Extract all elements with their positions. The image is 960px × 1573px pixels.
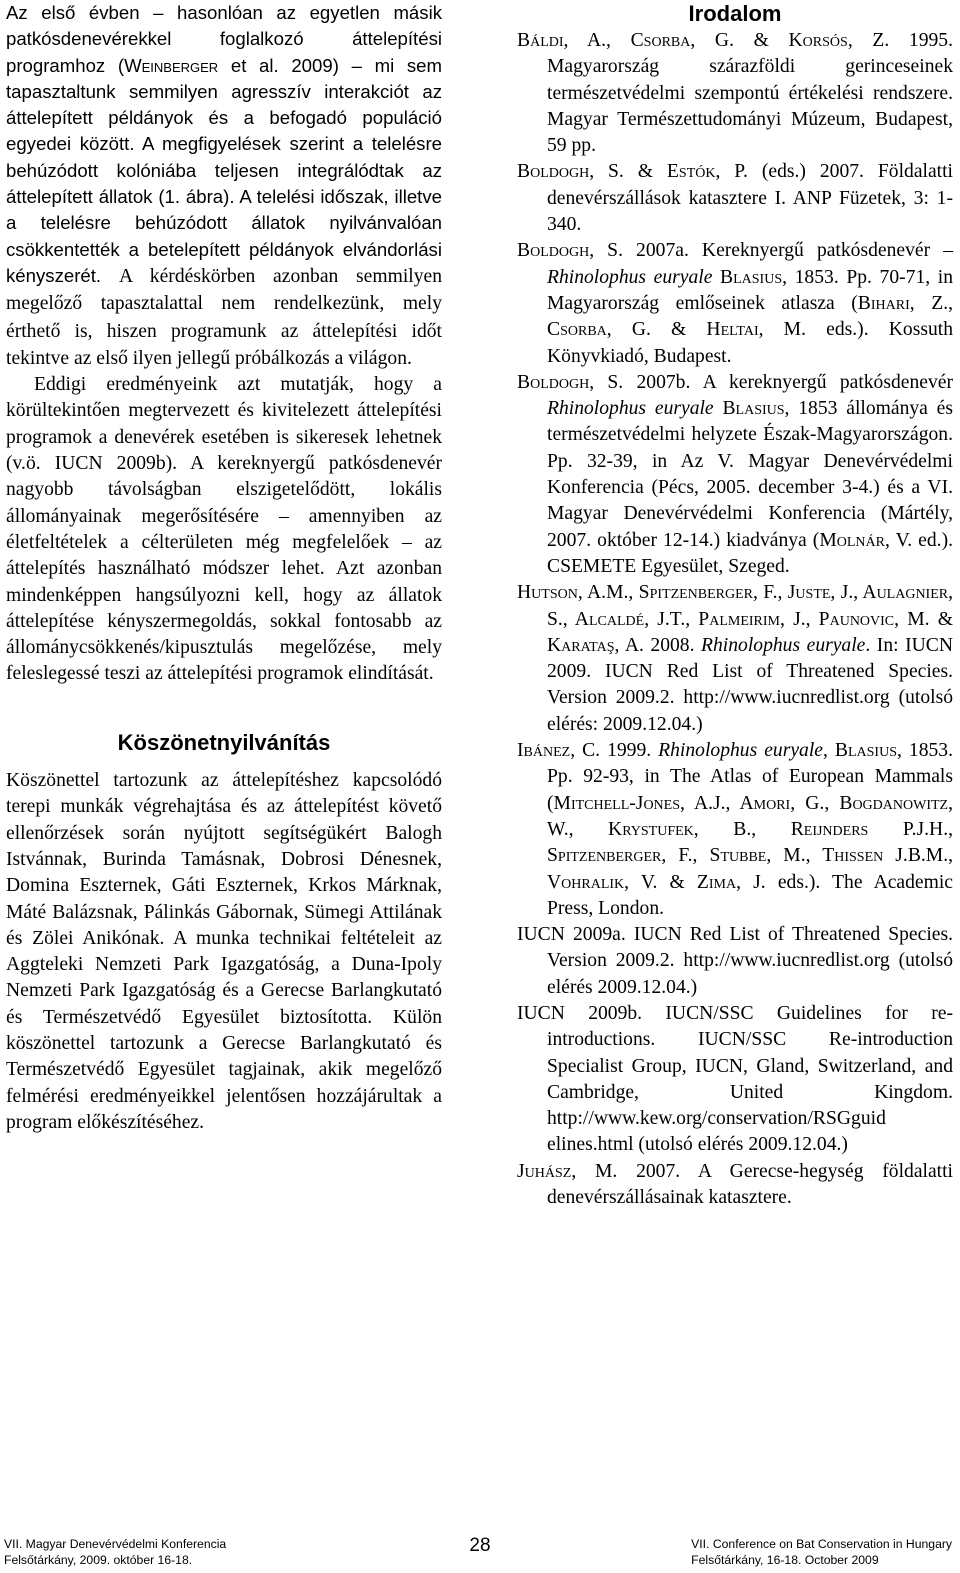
author-name: einberger [141, 54, 219, 76]
references-heading: Irodalom [688, 1, 782, 26]
text-run: A kérdéskörben azonban semmilyen megelőző tapasztalattal nem rendelkezünk, mely érthető is, hiszen programunk az áttelepítési időt tekintve az első ilyen jellegű próbálkozás a világon. [6, 265, 442, 369]
left-column [6, 0, 442, 1136]
paragraph-2: Eddigi eredményeink azt mutatják, hogy a körültekintően megtervezett és kivitelezett áttelepítési programok a denevérek esetében is sikeresek lehetnek (v.ö. IUCN 2009b). A kereknyergű patkósdenevér nagyobb távolságban elszigetelődött, lokális állományainak megerősítésére – amennyiben az életfeltételek a célterületen még megfelelőek – az áttelepítés használható módszer lehet. Azt azonban mindenképpen hangsúlyozni kell, hogy az állatok áttelepítése kényszermegoldás, sokkal fontosabb az állománycsökkenés/kipusztulás megelőzése, mely feleslegessé teszi az áttelepítési programok elindítását. [6, 374, 442, 685]
reference-boldogh-estok-2007: Boldogh, S. & Estók, P. (eds.) 2007. Földalatti denevérszállások katasztere I. ANP Füzetek, 3: 1-340. [517, 161, 953, 236]
acknowledgements-text: Köszönettel tartozunk az áttelepítéshez kapcsolódó terepi munkák végrehajtása és az áttelepítést követő ellenőrzések során nyújtott segítségükért Balogh Istvánnak, Burinda Tamásnak, Dobrosi Dénesnek, Domina Eszternek, Gáti Eszternek, Krkos Márknak, Máté Balázsnak, Pálinkás Gábornak, Sümegi Attilának és Zölei Anikónak. A munka technikai feltételeit az Aggteleki Nemzeti Park Igazgatóság, a Duna-Ipoly Nemzeti Park Igazgatóság és a Gerecse Barlangkutató és Természetvédő Egyesület biztosította. Külön köszönettel tartozunk a Gerecse Barlangkutató és Természetvédő Egyesület tagjainak, akik megelőző felmérési eredményeikkel jelentősen hozzájárultak a program előkészítéséhez. [6, 770, 442, 1133]
reference-iucn-2009b: IUCN 2009b. IUCN/SSC Guidelines for re-introductions. IUCN/SSC Re-introduction Specialist Group, IUCN, Gland, Switzerland, and Cambridge, United Kingdom. http://www.kew.org/conservation/RSGguid elines.html (utolsó elérés 2009.12.04.) [517, 1002, 953, 1156]
footer-place-date-en: Felsőtárkány, 16-18. October 2009 [691, 1553, 879, 1567]
reference-juhasz-2007: Juhász, M. 2007. A Gerecse-hegység földalatti denevérszállásainak katasztere. [517, 1160, 953, 1209]
footer-conference-hu: VII. Magyar Denevérvédelmi Konferencia [4, 1537, 227, 1551]
reference-hutson-2008: Hutson, A.M., Spitzenberger, F., Juste, J., Aulagnier, S., Alcaldé, J.T., Palmeirim, J., Paunovic, M. & Karataş, A. 2008. Rhinolophus euryale. In: IUCN 2009. IUCN Red List of Threatened Species. Version 2009.2. http://www.iucnredlist.org (utolsó elérés: 2009.12.04.) [517, 582, 954, 735]
page-number: 28 [469, 1535, 491, 1556]
text-run: Az első évben – hasonlóan az egyetlen másik patkósdenevérekkel foglalkozó áttelepítési programhoz (W [6, 2, 442, 76]
footer-conference-en: VII. Conference on Bat Conservation in Hungary [691, 1537, 952, 1551]
reference-boldogh-2007b: Boldogh, S. 2007b. A kereknyergű patkósdenevér Rhinolophus euryale Blasius, 1853 állománya és természetvédelmi helyzete Észak-Magyarországon. Pp. 32-39, in Az V. Magyar Denevérvédelmi Konferencia (Pécs, 2005. december 3-4.) és a VI. Magyar Denevérvédelmi Konferencia (Mártély, 2007. október 12-14.) kiadványa (Molnár, V. ed.). CSEMETE Egyesület, Szeged. [517, 371, 954, 577]
reference-baldi-1995: Báldi, A., Csorba, G. & Korsós, Z. 1995. Magyarország szárazföldi gerinceseinek természetvédelmi szempontú értékelési rendszere. Magyar Természettudományi Múzeum, Budapest, 59 pp. [517, 30, 953, 157]
page-footer [0, 1532, 960, 1573]
acknowledgements-heading: Köszönetnyilvánítás [117, 729, 331, 755]
paragraph-1 [6, 0, 442, 372]
right-column [517, 0, 953, 1211]
reference-iucn-2009a: IUCN 2009a. IUCN Red List of Threatened Species. Version 2009.2. http://www.iucnredlist.org (utolsó elérés 2009.12.04.) [517, 924, 953, 998]
footer-place-date-hu: Felsőtárkány, 2009. október 16-18. [4, 1553, 193, 1567]
footer-right [691, 1536, 952, 1568]
text-run: et al. 2009) – mi sem tapasztaltunk semmilyen agresszív interakciót az áttelepített példányok és a befogadó populáció egyedei között. A megfigyelések szerint a telelésre behúzódott kolóniába teljesen integrálódtak az áttelepített állatok (1. ábra). A telelési időszak, illetve a telelésre behúzódott állatok nyilvánvalóan csökkentették a betelepített példányok elvándorlási kényszerét. [6, 54, 442, 286]
reference-ibanez-1999: Ibánez, C. 1999. Rhinolophus euryale, Blasius, 1853. Pp. 92-93, in The Atlas of European Mammals (Mitchell-Jones, A.J., Amori, G., Bogdanowitz, W., Krystufek, B., Reijnders P.J.H., Spitzenberger, F., Stubbe, M., Thissen J.B.M., Vohralik, V. & Zima, J. eds.). The Academic Press, London. [517, 740, 954, 919]
reference-boldogh-2007a: Boldogh, S. 2007a. Kereknyergű patkósdenevér – Rhinolophus euryale Blasius, 1853. Pp. 70-71, in Magyarország emlőseinek atlasza (Bihari, Z., Csorba, G. & Heltai, M. eds.). Kossuth Könyvkiadó, Budapest. [517, 240, 953, 367]
